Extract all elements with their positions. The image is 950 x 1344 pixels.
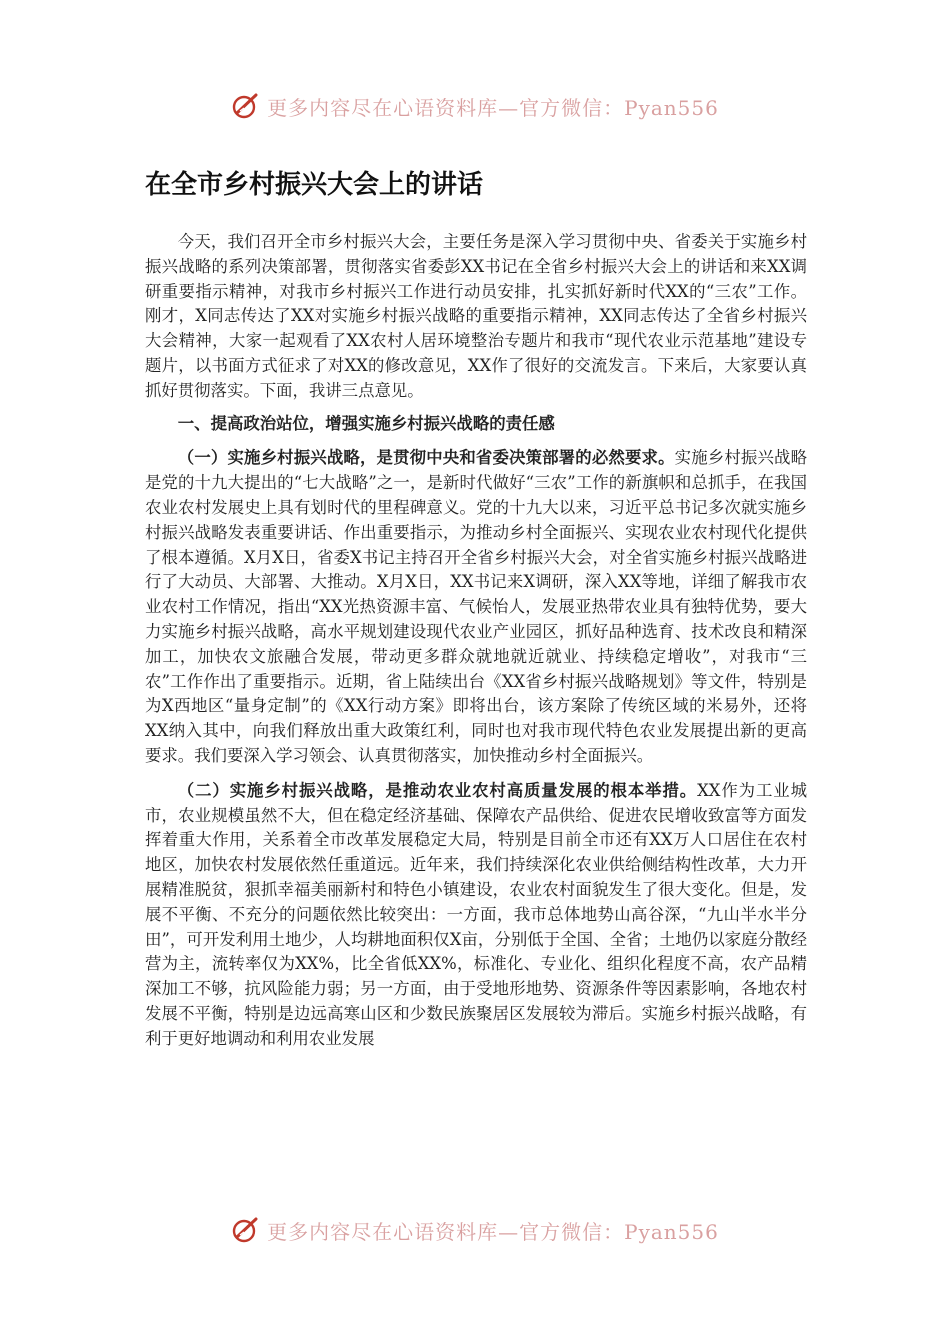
header-watermark-banner bbox=[0, 86, 950, 126]
document-title: 在全市乡村振兴大会上的讲话 bbox=[145, 170, 484, 200]
watermark-text: 更多内容尽在心语资料库—官方微信：Pyan556 bbox=[267, 1219, 719, 1244]
paragraph-2-lead: （二）实施乡村振兴战略，是推动农业农村高质量发展的根本举措。 bbox=[177, 780, 698, 800]
brush-logo-icon bbox=[231, 91, 261, 121]
document-body bbox=[145, 168, 807, 1052]
brush-logo-icon bbox=[231, 1215, 261, 1245]
footer-watermark-banner bbox=[0, 1210, 950, 1250]
paragraph-1-lead: （一）实施乡村振兴战略，是贯彻中央和省委决策部署的必然要求。 bbox=[177, 448, 675, 468]
paragraph-1-body: 实施乡村振兴战略是党的十九大提出的“七大战略”之一，是新时代做好“三农”工作的新旗帜和总抓手，在我国农业农村发展史上具有划时代的里程碑意义。党的十九大以来，习近平总书记多次就实施乡村振兴战略发表重要讲话、作出重要指示，为推动乡村全面振兴、实现农业农村现代化提供了根本遵循。X月X日，省委X书记主持召开全省乡村振兴大会，对全省实施乡村振兴战略进行了大动员、大部署、大推动。X月X日，XX书记来X调研，深入XX等地，详细了解我市农业农村工作情况，指出“XX光热资源丰富、气候怡人，发展亚热带农业具有独特优势，要大力实施乡村振兴战略，高水平规划建设现代农业产业园区，抓好品种选育、技术改良和精深加工，加快农文旅融合发展，带动更多群众就地就近就业、持续稳定增收”，对我市“三农”工作作出了重要指示。近期，省上陆续出台《XX省乡村振兴战略规划》等文件，特别是为X西地区“量身定制”的《XX行动方案》即将出台，该方案除了传统区域的米易外，还将XX纳入其中，向我们释放出重大政策红利，同时也对我市现代特色农业发展提出新的更高要求。我们要深入学习领会、认真贯彻落实，加快推动乡村全面振兴。 bbox=[145, 448, 807, 765]
watermark-text: 更多内容尽在心语资料库—官方微信：Pyan556 bbox=[267, 95, 719, 120]
paragraph-2-body: XX作为工业城市，农业规模虽然不大，但在稳定经济基础、保障农产品供给、促进农民增收致富等方面发挥着重大作用，关系着全市改革发展稳定大局，特别是目前全市还有XX万人口居住在农村地区，加快农村发展依然任重道远。近年来，我们持续深化农业供给侧结构性改革，大力开展精准脱贫，狠抓幸福美丽新村和特色小镇建设，农业农村面貌发生了很大变化。但是，发展不平衡、不充分的问题依然比较突出：一方面，我市总体地势山高谷深，“九山半水半分田”，可开发利用土地少，人均耕地面积仅X亩，分别低于全国、全省；土地仍以家庭分散经营为主，流转率仅为XX%，比全省低XX%，标准化、专业化、组织化程度不高，农产品精深加工不够，抗风险能力弱；另一方面，由于受地形地势、资源条件等因素影响，各地农村发展不平衡，特别是边远高寒山区和少数民族聚居区发展较为滞后。实施乡村振兴战略，有利于更好地调动和利用农业发展 bbox=[145, 780, 807, 1048]
paragraph-2 bbox=[145, 779, 807, 1052]
section-1-heading: 一、提高政治站位，增强实施乡村振兴战略的责任感 bbox=[177, 413, 555, 433]
intro-paragraph: 今天，我们召开全市乡村振兴大会，主要任务是深入学习贯彻中央、省委关于实施乡村振兴战略的系列决策部署，贯彻落实省委彭XX书记在全省乡村振兴大会上的讲话和来XX调研重要指示精神，对我市乡村振兴工作进行动员安排，扎实抓好新时代XX的“三农”工作。刚才，X同志传达了XX对实施乡村振兴战略的重要指示精神，XX同志传达了全省乡村振兴大会精神，大家一起观看了XX农村人居环境整治专题片和我市“现代农业示范基地”建设专题片，以书面方式征求了对XX的修改意见，XX作了很好的交流发言。下来后，大家要认真抓好贯彻落实。下面，我讲三点意见。 bbox=[145, 232, 807, 400]
paragraph-1 bbox=[145, 446, 807, 768]
